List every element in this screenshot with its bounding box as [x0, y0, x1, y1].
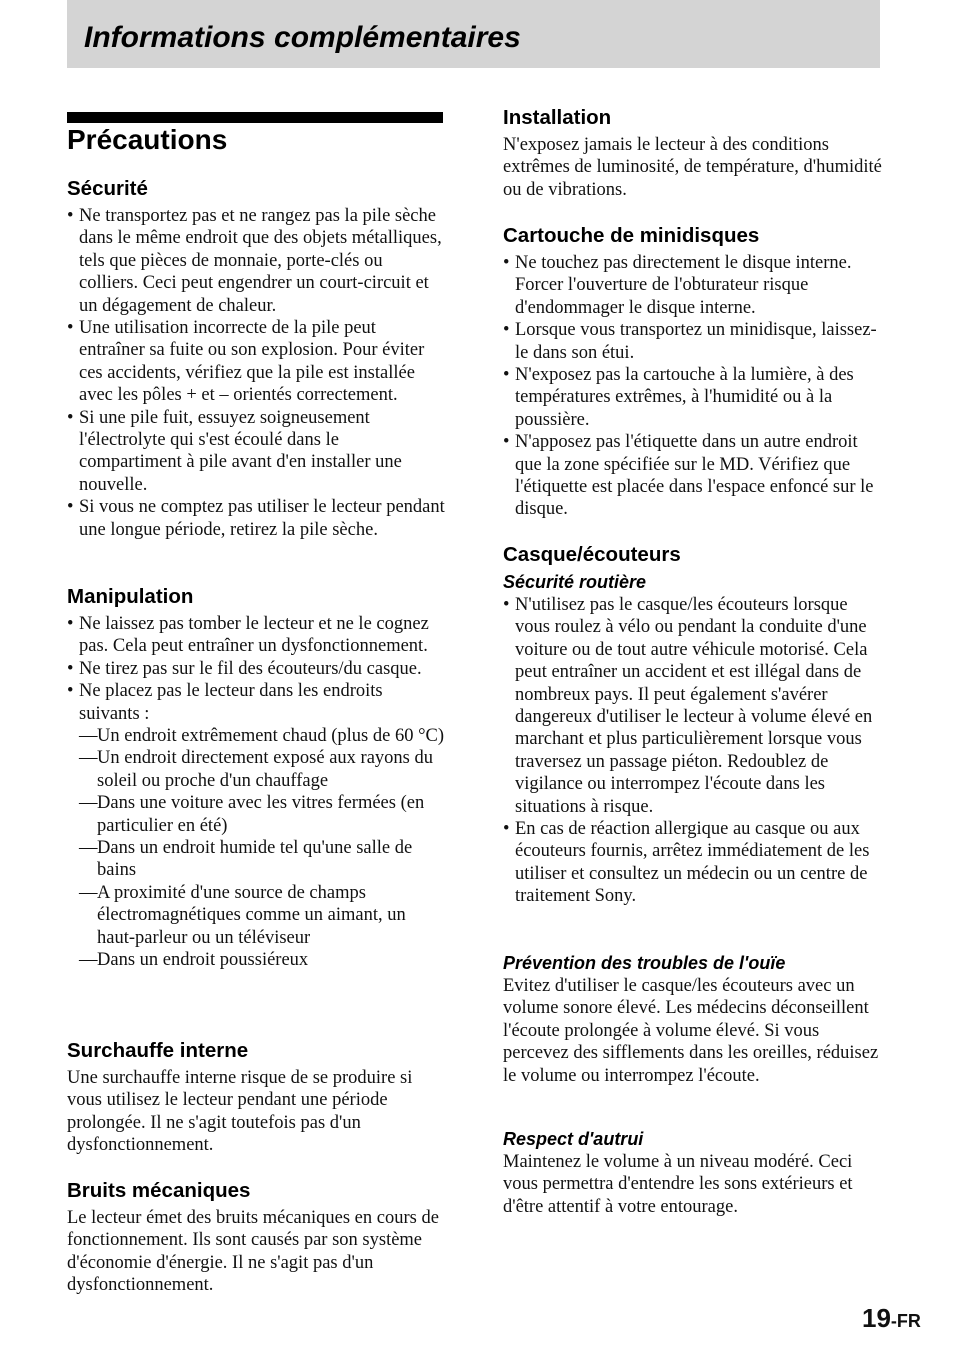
- respect-heading: Respect d'autrui: [503, 1129, 644, 1149]
- cartouche-section: [503, 223, 883, 521]
- list-item: — Un endroit extrêmement chaud (plus de 60 °C): [79, 725, 445, 747]
- securite-routiere-list: [503, 594, 883, 908]
- securite-section: [67, 176, 445, 541]
- securite-routiere-heading: Sécurité routière: [503, 572, 647, 592]
- list-item: • Ne laissez pas tomber le lecteur et ne le cognez pas. Cela peut entraîner un dysfonctionnement.: [67, 613, 445, 658]
- list-item: — Dans un endroit poussiéreux: [79, 949, 445, 971]
- page-number-value: 19: [862, 1303, 891, 1333]
- section-title: Précautions: [67, 124, 228, 155]
- securite-list: [67, 205, 445, 541]
- bruits-heading: Bruits mécaniques: [67, 1179, 251, 1202]
- surchauffe-section: [67, 1038, 445, 1157]
- casque-section: [503, 542, 883, 908]
- surchauffe-heading: Surchauffe interne: [67, 1039, 249, 1062]
- list-item: • Si une pile fuit, essuyez soigneusement l'électrolyte qui s'est écoulé dans le compartiment à pile avant d'en installer une nouvelle.: [67, 407, 445, 497]
- prevention-text: Evitez d'utiliser le casque/les écouteurs avec un volume sonore élevé. Les médecins déconseillent l'écoute prolongée à volume élevé. Si vous percevez des sifflements dans les oreilles, réduisez le volume ou interrompez l'écoute.: [503, 976, 879, 1086]
- list-item: • En cas de réaction allergique au casque ou aux écouteurs fournis, arrêtez immédiatement de les utiliser et consultez un médecin ou un centre de traitement Sony.: [503, 818, 883, 908]
- bruits-section: [67, 1178, 445, 1297]
- list-item: — Un endroit directement exposé aux rayons du soleil ou proche d'un chauffage: [79, 747, 445, 792]
- casque-heading: Casque/écouteurs: [503, 543, 681, 566]
- list-item: • Si vous ne comptez pas utiliser le lecteur pendant une longue période, retirez la pile sèche.: [67, 496, 445, 541]
- manipulation-heading: Manipulation: [67, 585, 194, 608]
- page-number: [862, 1302, 921, 1337]
- prevention-heading: Prévention des troubles de l'ouïe: [503, 953, 786, 973]
- cartouche-heading: Cartouche de minidisques: [503, 224, 760, 247]
- chapter-title: Informations complémentaires: [84, 21, 521, 54]
- surchauffe-text: Une surchauffe interne risque de se produire si vous utilisez le lecteur pendant une période prolongée. Il ne s'agit toutefois pas d'un dysfonctionnement.: [67, 1068, 413, 1156]
- manipulation-list: [67, 613, 445, 725]
- securite-heading: Sécurité: [67, 177, 148, 200]
- cartouche-list: [503, 252, 883, 521]
- places-list: [67, 725, 445, 971]
- list-item: • Ne touchez pas directement le disque interne. Forcer l'ouverture de l'obturateur risque d'endommager le disque interne.: [503, 252, 883, 319]
- installation-text: N'exposez jamais le lecteur à des conditions extrêmes de luminosité, de température, d'humidité ou de vibrations.: [503, 135, 882, 200]
- list-item: — Dans une voiture avec les vitres fermées (en particulier en été): [79, 792, 445, 837]
- page-number-suffix: -FR: [890, 1311, 921, 1331]
- installation-section: [503, 105, 883, 201]
- list-item: • N'exposez pas la cartouche à la lumière, à des températures extrêmes, à l'humidité ou à la poussière.: [503, 364, 883, 431]
- list-item: • N'apposez pas l'étiquette dans un autre endroit que la zone spécifiée sur le MD. Vérifiez que l'étiquette est placée dans l'espace enfoncé sur le disque.: [503, 431, 883, 521]
- prevention-section: [503, 952, 883, 1087]
- list-item: • N'utilisez pas le casque/les écouteurs lorsque vous roulez à vélo ou pendant la conduite d'une voiture ou de tout autre véhicule motorisé. Cela peut entraîner un accident et est illégal dans de nombreux pays. Il peut également s'avérer dangereux d'utiliser le lecteur à volume élevé en marchant et plus particulièrement lorsque vous traversez un passage piéton. Redoublez de vigilance ou interrompez l'écoute dans les situations à risque.: [503, 594, 883, 818]
- respect-text: Maintenez le volume à un niveau modéré. Ceci vous permettra d'entendre les sons extérieurs et d'être attentif à votre entourage.: [503, 1152, 853, 1217]
- list-item: • Ne placez pas le lecteur dans les endroits suivants :: [67, 680, 445, 725]
- list-item: • Lorsque vous transportez un minidisque, laissez-le dans son étui.: [503, 319, 883, 364]
- respect-section: [503, 1128, 883, 1218]
- list-item: • Ne transportez pas et ne rangez pas la pile sèche dans le même endroit que des objets métalliques, tels que pièces de monnaie, porte-clés ou colliers. Ceci peut engendrer un court-circuit et un dégagement de chaleur.: [67, 205, 445, 317]
- installation-heading: Installation: [503, 106, 612, 129]
- list-item: — Dans un endroit humide tel qu'une salle de bains: [79, 837, 445, 882]
- list-item: — A proximité d'une source de champs électromagnétiques comme un aimant, un haut-parleur ou un téléviseur: [79, 882, 445, 949]
- list-item: • Une utilisation incorrecte de la pile peut entraîner sa fuite ou son explosion. Pour éviter ces accidents, vérifiez que la pile est installée avec les pôles + et – orientés correctement.: [67, 317, 445, 407]
- chapter-banner: [67, 0, 880, 68]
- bruits-text: Le lecteur émet des bruits mécaniques en cours de fonctionnement. Ils sont causés par son système d'économie d'énergie. Il ne s'agit pas d'un dysfonctionnement.: [67, 1208, 439, 1296]
- list-item: • Ne tirez pas sur le fil des écouteurs/du casque.: [67, 658, 445, 680]
- manipulation-section: [67, 584, 445, 972]
